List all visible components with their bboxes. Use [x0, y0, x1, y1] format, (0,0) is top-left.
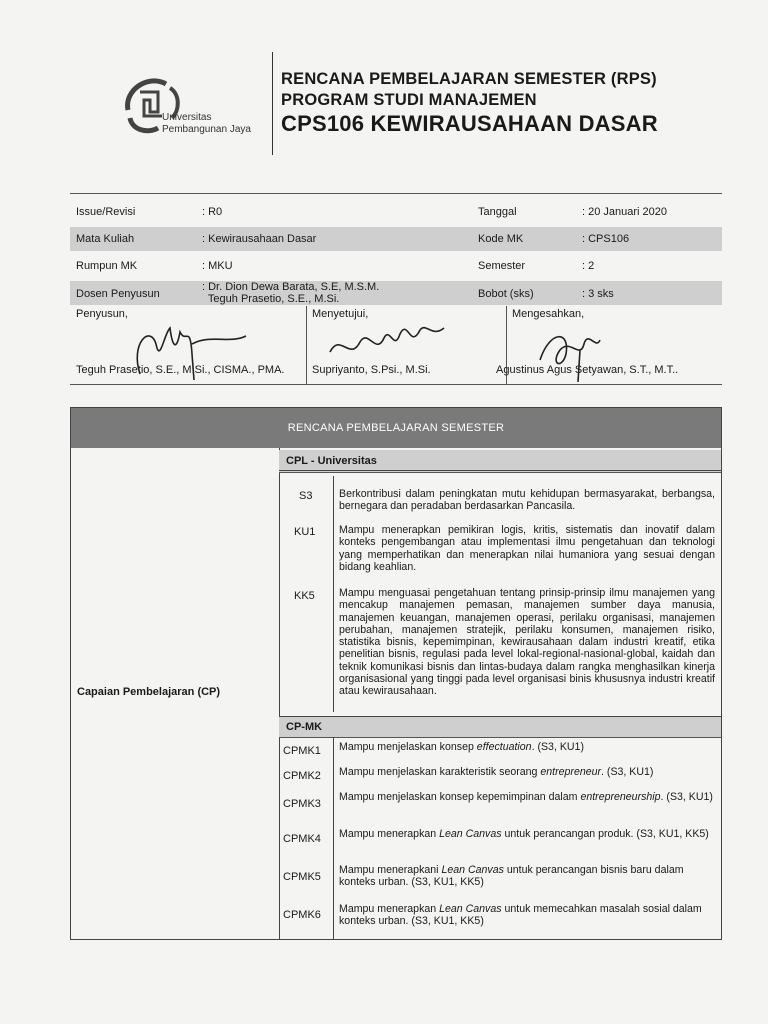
course-info-table	[70, 193, 722, 305]
issue-value: : R0	[202, 206, 223, 218]
kode-value: : CPS106	[582, 233, 630, 245]
mengesahkan-signature-icon	[530, 320, 620, 384]
rps-table-heading: RENCANA PEMBELAJARAN SEMESTER	[71, 408, 721, 448]
menyetujui-label: Menyetujui,	[312, 308, 369, 320]
cpmk-text-3: Mampu menjelaskan konsep kepemimpinan dalam entrepreneurship. (S3, KU1)	[339, 791, 713, 803]
cpmk-text-4: Mampu menerapkan Lean Canvas untuk perancangan produk. (S3, KU1, KK5)	[339, 828, 709, 840]
cpl-top-rule	[279, 470, 721, 471]
logo-wordmark	[162, 112, 251, 136]
cpmk-heading-text: CP-MK	[286, 721, 323, 733]
penyusun-name: Teguh Prasetio, S.E., M.Si., CISMA., PMA.	[76, 364, 285, 376]
logo-line-1: Universitas	[162, 112, 212, 123]
cpl-code-ku1: KU1	[294, 526, 316, 538]
document-title-course: CPS106 KEWIRAUSAHAAN DASAR	[281, 111, 658, 136]
dosen-label: Dosen Penyusun	[76, 288, 160, 300]
dosen-value-1: : Dr. Dion Dewa Barata, S.E, M.S.M.	[202, 281, 380, 293]
tanggal-label: Tanggal	[478, 206, 517, 218]
cpmk-text-6: Mampu menerapkan Lean Canvas untuk memecahkan masalah sosial dalam konteks urban. (S3, KU1, KK5)	[339, 903, 702, 928]
cpl-text-s3: Berkontribusi dalam peningkatan mutu kehidupan bermasyarakat, berbangsa, bernegara dan peradaban berdasarkan Pancasila.	[339, 488, 715, 513]
matkul-label: Mata Kuliah	[76, 233, 135, 245]
cpmk-section-heading	[279, 717, 721, 738]
cpmk-text-1: Mampu menjelaskan konsep effectuation. (S3, KU1)	[339, 741, 584, 753]
cpmk-code-6: CPMK6	[283, 909, 321, 921]
cpl-heading-text: CPL - Universitas	[286, 455, 377, 467]
rps-table	[70, 407, 722, 940]
menyetujui-signature-icon	[320, 312, 450, 362]
signature-divider-1	[306, 306, 307, 384]
info-row-matkul	[70, 227, 722, 251]
semester-value: : 2	[582, 260, 595, 272]
cp-label-column	[71, 448, 280, 939]
cpl-text-ku1: Mampu menerapkan pemikiran logis, kritis, sistematis dan inovatif dalam konteks pengembangan atau implementasi ilmu pengetahuan dan teknologi yang memperhatikan dan menerapkan nilai humaniora yang sesuai dengan bidang keahlian.	[339, 524, 715, 573]
header-divider	[272, 52, 273, 155]
cpmk-code-1: CPMK1	[283, 745, 321, 757]
cpmk-code-2: CPMK2	[283, 770, 321, 782]
cpl-code-kk5: KK5	[294, 590, 315, 602]
bobot-value: : 3 sks	[582, 288, 614, 300]
issue-label: Issue/Revisi	[76, 206, 136, 218]
semester-label: Semester	[478, 260, 526, 272]
info-row-dosen	[70, 281, 722, 305]
mengesahkan-label: Mengesahkan,	[512, 308, 585, 320]
matkul-value: : Kewirausahaan Dasar	[202, 233, 317, 245]
dosen-value-2: Teguh Prasetio, S.E., M.Si.	[202, 293, 340, 305]
cpl-code-s3: S3	[299, 490, 313, 502]
bobot-label: Bobot (sks)	[478, 288, 534, 300]
cpmk-text-2: Mampu menjelaskan karakteristik seorang entrepreneur. (S3, KU1)	[339, 766, 654, 778]
cpmk-code-4: CPMK4	[283, 833, 321, 845]
cpmk-code-divider	[333, 737, 334, 939]
logo-line-2: Pembangunan Jaya	[162, 124, 251, 135]
penyusun-label: Penyusun,	[76, 308, 128, 320]
kode-label: Kode MK	[478, 233, 524, 245]
document-title-line-1: RENCANA PEMBELAJARAN SEMESTER (RPS)	[281, 70, 657, 88]
cpmk-text-5: Mampu menerapkani Lean Canvas untuk perancangan bisnis baru dalam konteks urban. (S3, KU1, KK5)	[339, 864, 684, 889]
mengesahkan-name: Agustinus Agus Setyawan, S.T., M.T..	[496, 364, 679, 376]
cpmk-code-5: CPMK5	[283, 871, 321, 883]
cpmk-code-3: CPMK3	[283, 798, 321, 810]
menyetujui-name: Supriyanto, S.Psi., M.Si.	[312, 364, 431, 376]
penyusun-signature-icon	[120, 314, 250, 384]
cpl-code-divider	[333, 476, 334, 712]
rumpun-value: : MKU	[202, 260, 233, 272]
info-row-rumpun	[70, 254, 722, 278]
tanggal-value: : 20 Januari 2020	[582, 206, 668, 218]
signature-area	[70, 306, 722, 385]
document-title-line-2: PROGRAM STUDI MANAJEMEN	[281, 91, 537, 109]
info-row-issue	[70, 200, 722, 224]
cp-label: Capaian Pembelajaran (CP)	[77, 686, 221, 698]
cpl-text-kk5: Mampu menguasai pengetahuan tentang prinsip-prinsip ilmu manajemen yang mencakup manajemen pemasan, manajemen sumber daya manusia, manajemen keuangan, manajemen operasi, perilaku organisasi, manajemen perubahan, manajemen stratejik, perilaku konsumen, manajemen risiko, statistika bisnis, kepemimpinan, kewirausahaan dalam industri kreatif, etika penelitian bisnis, regulasi pada level lokal-regional-nasional-global, kaidah dan teknik komunikasi bisnis dan lintas-budaya dalam rangka menghasilkan kinerja organisasional yang tinggi pada level organisasi binis khususnya industri kreatif atau kewirausahaan.	[339, 587, 715, 698]
rumpun-label: Rumpun MK	[76, 260, 138, 272]
